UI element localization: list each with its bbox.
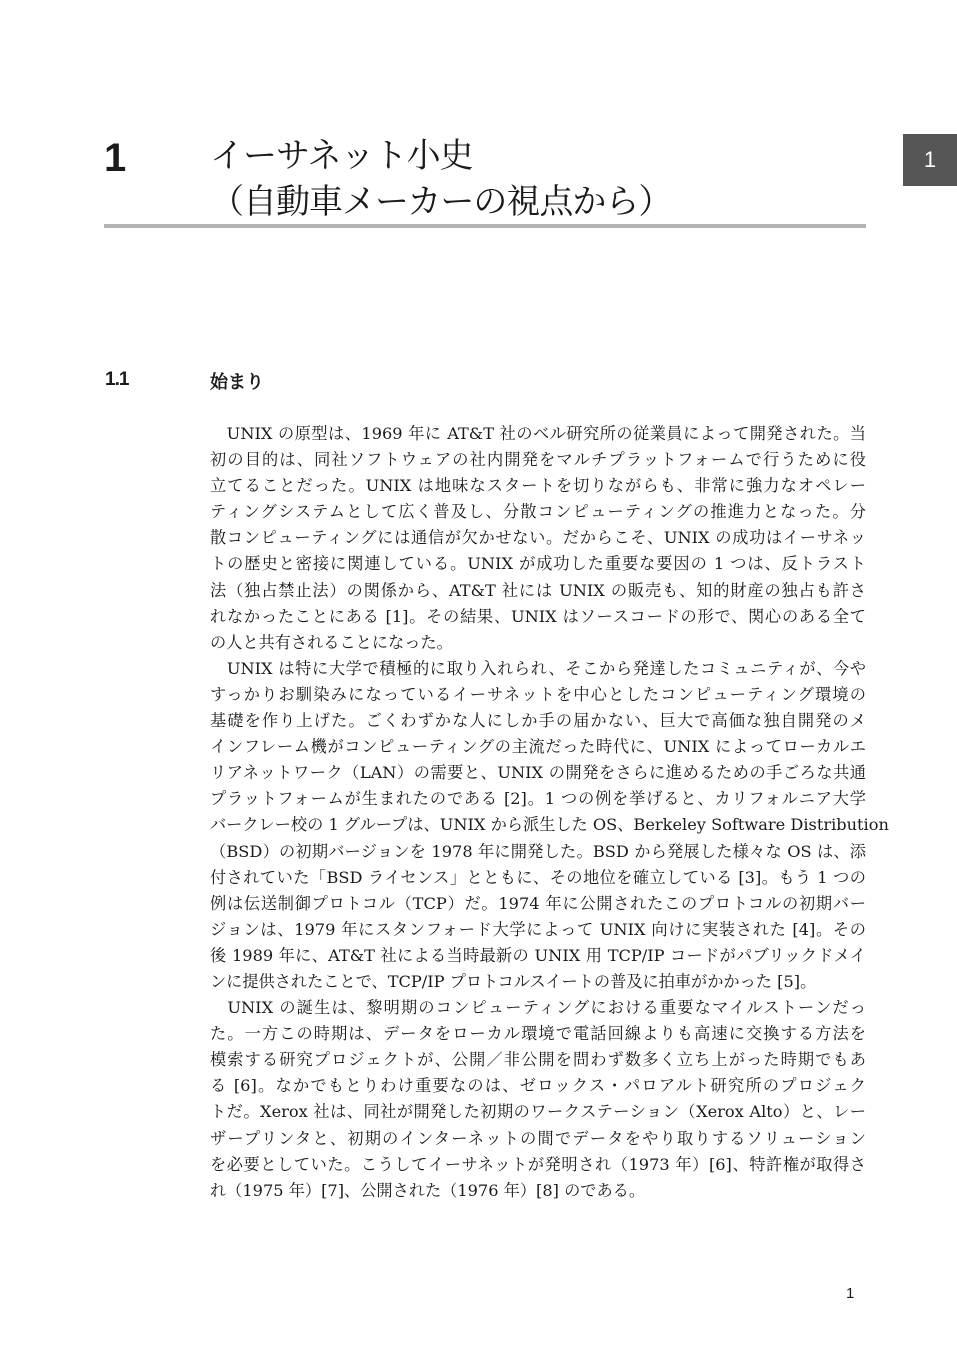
text-line: UNIX の誕生は、黎明期のコンピューティングにおける重要なマイルストーンだっ xyxy=(210,998,866,1018)
chapter-title xyxy=(210,133,671,225)
text-line: ティングシステムとして広く普及し、分散コンピューティングの推進力となった。分 xyxy=(210,502,866,522)
section-number: 1.1 xyxy=(105,369,129,390)
text-line: ンに提供されたことで、TCP/IP プロトコルスイートの普及に拍車がかかった [5]。 xyxy=(210,971,817,991)
text-line: UNIX の原型は、1969 年に AT&T 社のベル研究所の従業員によって開発された。当 xyxy=(210,424,866,443)
text-line: すっかりお馴染みになっているイーサネットを中心としたコンピューティング環境の xyxy=(210,684,866,704)
text-line: 基礎を作り上げた。ごくわずかな人にしか手の届かない、巨大で高価な独自開発のメ xyxy=(210,711,866,731)
text-line: リアネットワーク（LAN）の需要と、UNIX の開発をさらに進めるための手ごろな共通 xyxy=(210,763,866,783)
chapter-title-line-1: イーサネット小史 xyxy=(210,136,473,176)
text-line: 付されていた「BSD ライセンス」とともに、その地位を確立している [3]。もう 1 つの xyxy=(210,867,866,887)
text-line: UNIX は特に大学で積極的に取り入れられ、そこから発達したコミュニティが、今や xyxy=(210,658,866,678)
text-line: 例は伝送制御プロトコル（TCP）だ。1974 年に公開されたこのプロトコルの初期バー xyxy=(210,893,866,913)
chapter-number: 1 xyxy=(104,136,127,180)
text-line: 模索する研究プロジェクトが、公開／非公開を問わず数多く立ち上がった時期でもあ xyxy=(210,1050,866,1070)
section-title: 始まり xyxy=(210,372,264,393)
text-line: の人と共有されることになった。 xyxy=(210,632,453,652)
text-line: 立てることだった。UNIX は地味なスタートを切りながらも、非常に強力なオペレー xyxy=(210,476,866,496)
text-line: 後 1989 年に、AT&T 社による当時最新の UNIX 用 TCP/IP コードがパブリックドメイ xyxy=(210,945,866,965)
text-line: 初の目的は、同社ソフトウェアの社内開発をマルチプラットフォームで行うために役 xyxy=(210,450,866,470)
text-line: れなかったことにある [1]。その結果、UNIX はソースコードの形で、関心のある全て xyxy=(210,606,866,626)
chapter-title-rule xyxy=(104,224,866,228)
text-line: インフレーム機がコンピューティングの主流だった時代に、UNIX によってローカルエ xyxy=(210,737,866,757)
text-line: れ（1975 年）[7]、公開された（1976 年）[8] のである。 xyxy=(210,1180,646,1200)
text-line: を必要としていた。こうしてイーサネットが発明され（1973 年）[6]、特許権が取得さ xyxy=(210,1154,866,1174)
paragraph xyxy=(210,995,866,1204)
text-line: 散コンピューティングには通信が欠かせない。だからこそ、UNIX の成功はイーサネッ xyxy=(210,528,866,548)
text-line: 法（独占禁止法）の関係から、AT&T 社には UNIX の販売も、知的財産の独占も許さ xyxy=(210,580,866,600)
text-line: ジョンは、1979 年にスタンフォード大学によって UNIX 向けに実装された [4]。その xyxy=(210,919,866,939)
chapter-title-line-2: （自動車メーカーの視点から） xyxy=(210,182,672,222)
paragraph xyxy=(210,421,866,656)
text-line: トだ。Xerox 社は、同社が開発した初期のワークステーション（Xerox Alto）と、レー xyxy=(210,1102,866,1122)
text-line: る [6]。なかでもとりわけ重要なのは、ゼロックス・パロアルト研究所のプロジェク xyxy=(210,1076,866,1096)
text-line: プラットフォームが生まれたのである [2]。1 つの例を挙げると、カリフォルニア大学 xyxy=(210,789,866,809)
text-line: ザープリンタと、初期のインターネットの間でデータをやり取りするソリューション xyxy=(210,1128,866,1148)
chapter-thumb-tab: 1 xyxy=(903,134,957,186)
text-line: トの歴史と密接に関連している。UNIX が成功した重要な要因の 1 つは、反トラスト xyxy=(210,554,866,574)
page-number: 1 xyxy=(846,1285,855,1302)
text-line: た。一方この時期は、データをローカル環境で電話回線よりも高速に交換する方法を xyxy=(210,1024,866,1044)
text-line: （BSD）の初期バージョンを 1978 年に開発した。BSD から発展した様々な OS は、添 xyxy=(210,841,866,861)
body-text xyxy=(210,421,889,1204)
paragraph xyxy=(210,656,889,995)
text-line: バークレー校の 1 グループは、UNIX から派生した OS、Berkeley Software Distribution xyxy=(210,815,889,835)
